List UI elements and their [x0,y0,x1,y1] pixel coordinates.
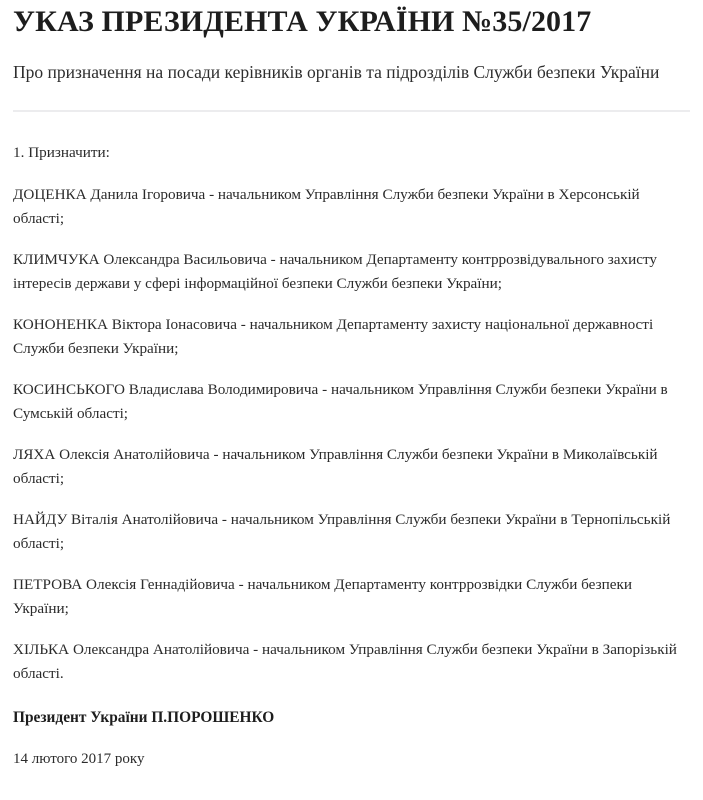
signature-line: Президент України П.ПОРОШЕНКО [13,709,275,727]
document-body [13,112,690,771]
appointment-paragraph: КОНОНЕНКА Віктора Іонасовича - начальником Департаменту захисту національної державності Служби безпеки України; [13,316,654,358]
document-date: 14 лютого 2017 року [13,751,145,768]
appointment-paragraph: НАЙДУ Віталія Анатолійовича - начальником Управління Служби безпеки України в Тернопільській області; [13,511,671,553]
divider-container [13,86,690,112]
appointment-paragraph: ДОЦЕНКА Данила Ігоровича - начальником Управління Служби безпеки України в Херсонській області; [13,185,640,227]
document-subtitle: Про призначення на посади керівників органів та підрозділів Служби безпеки України [13,61,660,82]
appointment-paragraph: КЛИМЧУКА Олександра Васильовича - начальником Департаменту контррозвідувального захисту інтересів держави у сфері інформаційної безпеки Служби безпеки України; [13,250,657,292]
lead-paragraph: 1. Призначити: [13,143,110,161]
appointment-paragraph: ЛЯХА Олексія Анатолійовича - начальником Управління Служби безпеки України в Миколаївській області; [13,446,658,488]
page-title: УКАЗ ПРЕЗИДЕНТА УКРАЇНИ №35/2017 [13,5,592,38]
appointment-paragraph: КОСИНСЬКОГО Владислава Володимировича - начальником Управління Служби безпеки України в Сумській області; [13,381,668,423]
appointment-paragraph: ПЕТРОВА Олексія Геннадійовича - начальником Департаменту контррозвідки Служби безпеки України; [13,576,632,618]
appointment-paragraph: ХІЛЬКА Олександра Анатолійовича - начальником Управління Служби безпеки України в Запорізькій області. [13,641,677,683]
